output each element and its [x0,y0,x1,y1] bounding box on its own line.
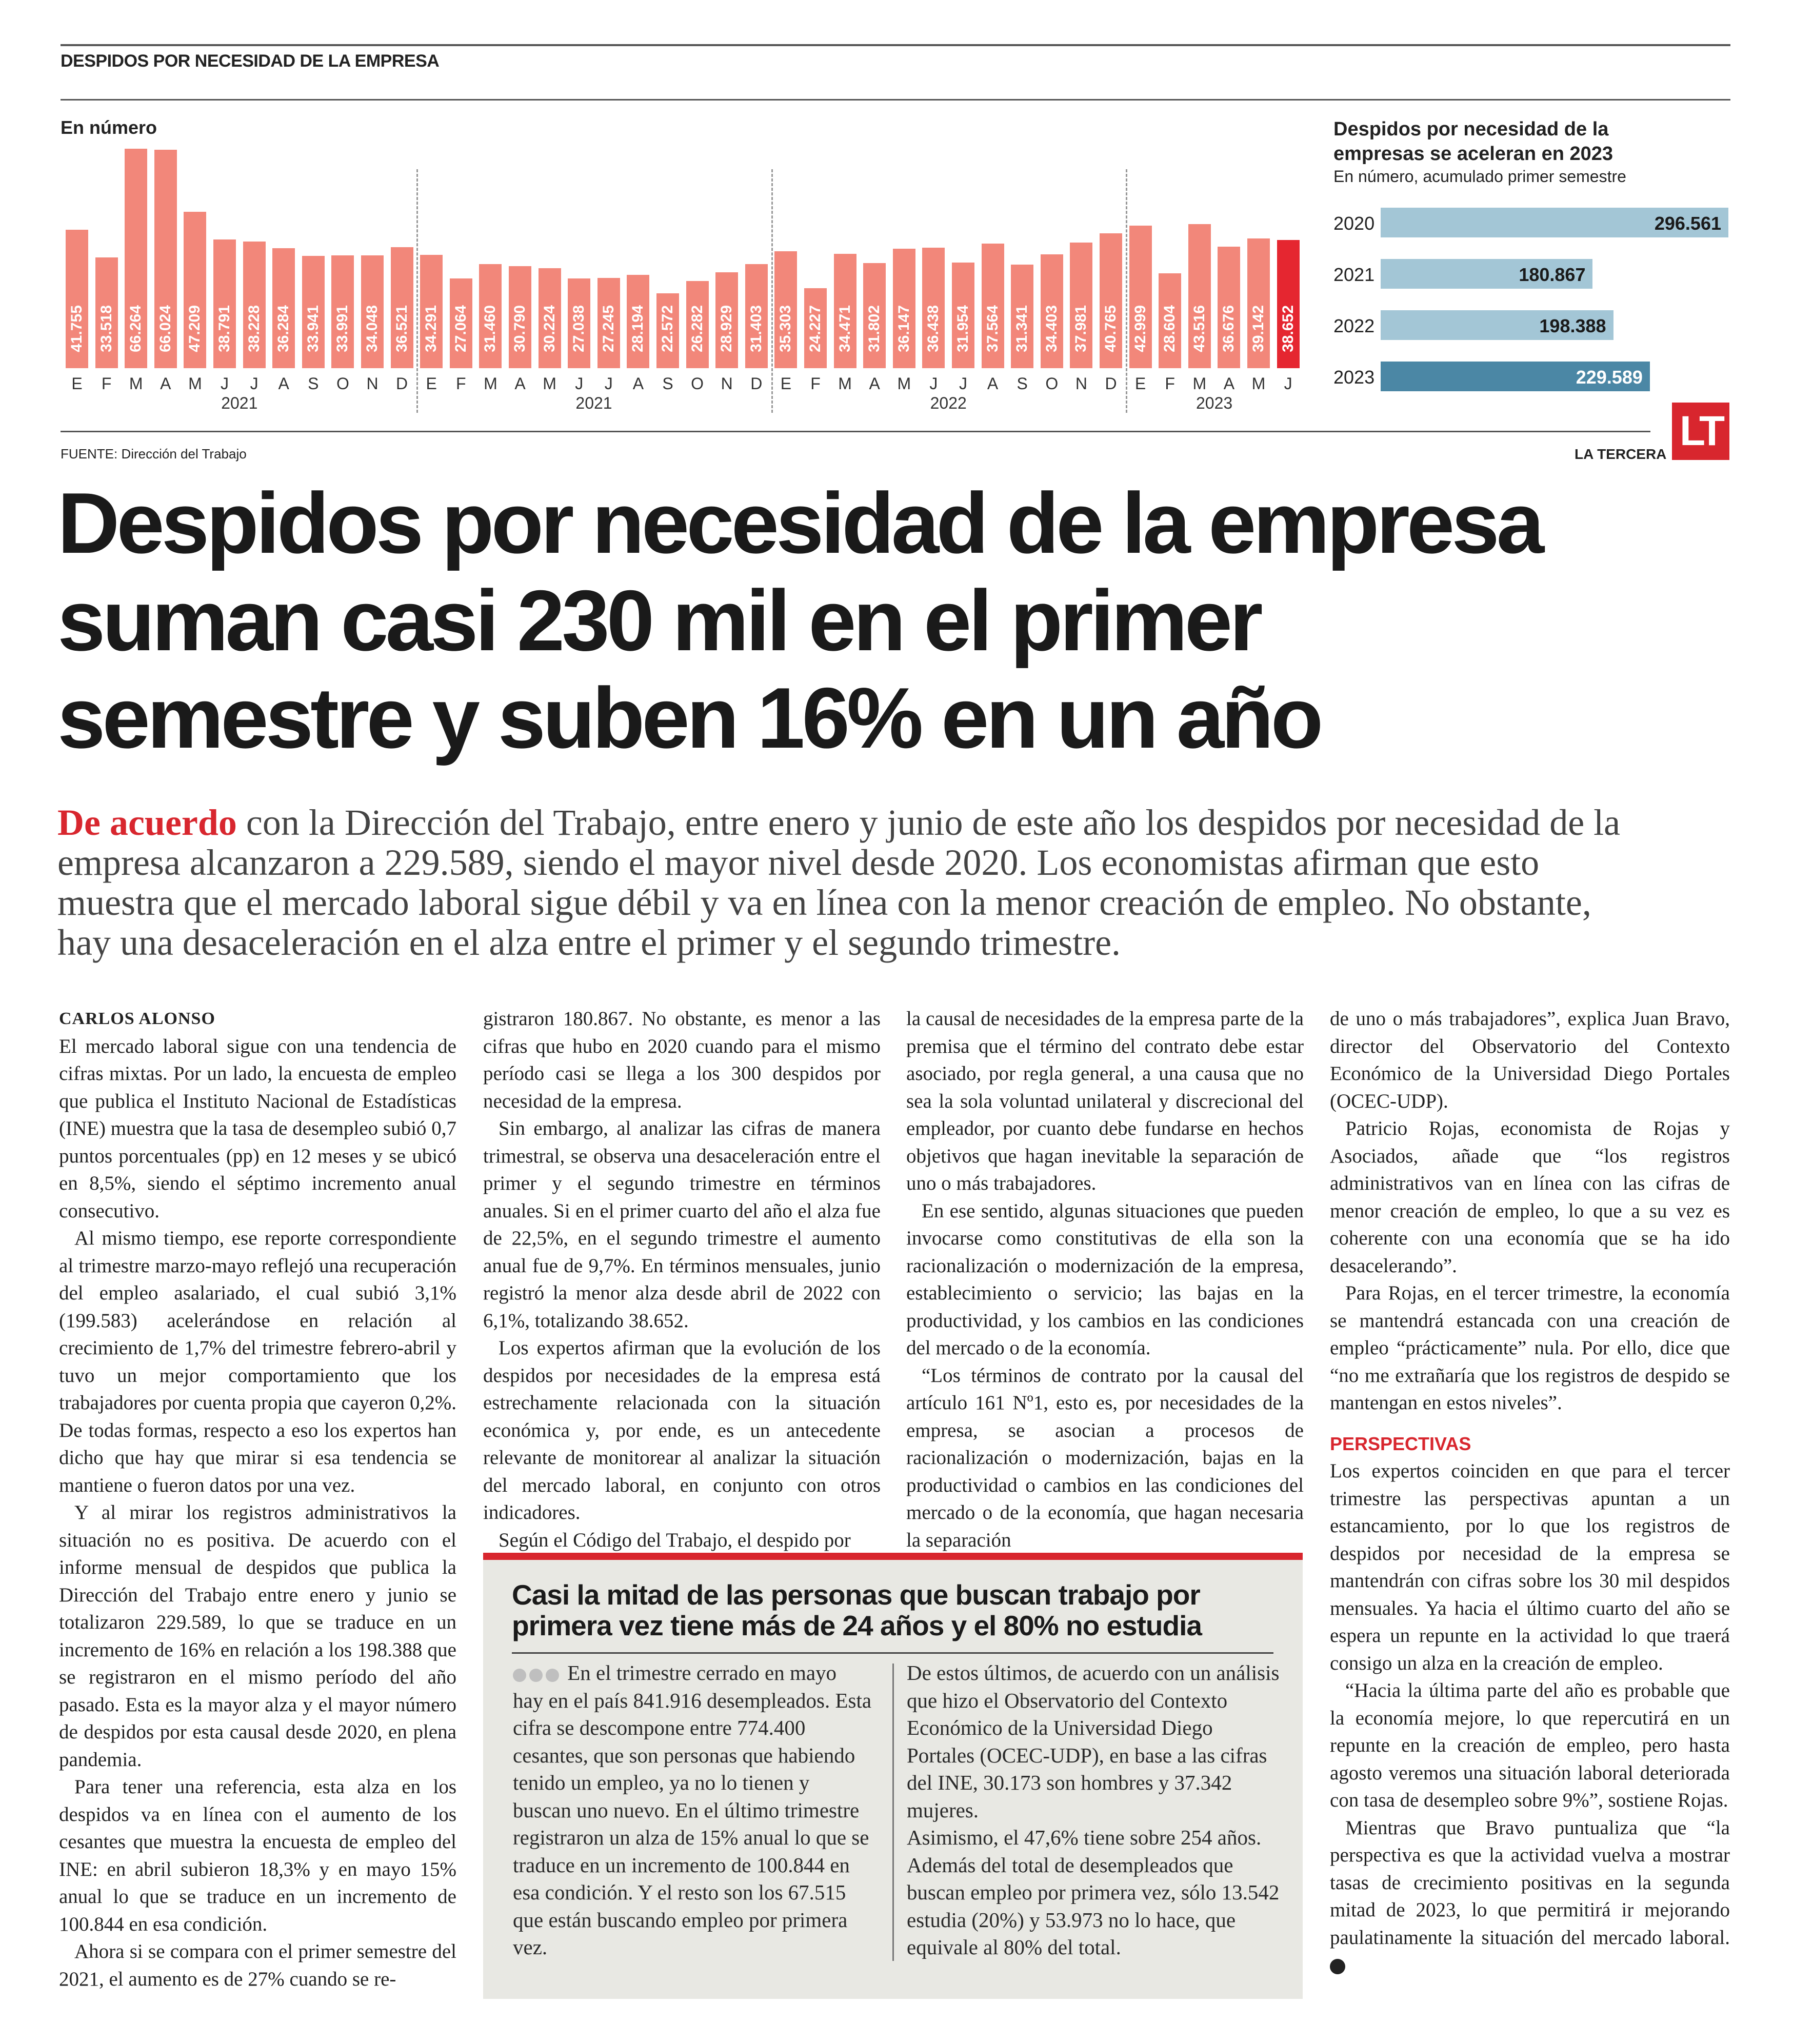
box-column-left [513,1659,872,1961]
section-label: DESPIDOS POR NECESIDAD DE LA EMPRESA [61,51,440,71]
bar-value-label: 36.676 [1220,305,1238,352]
side-chart-subtitle: En número, acumulado primer semestre [1333,167,1626,186]
bar-value-label: 42.999 [1131,305,1149,352]
month-tick-label: S [1017,374,1028,393]
lede-lead: De acuerdo [57,802,237,843]
month-tick-label: A [160,374,171,393]
bar-value-label: 36.284 [275,305,292,352]
paragraph: gistraron 180.867. No obstante, es menor a las cifras que hubo en 2020 cuando para el mismo período casi se llega a los 300 despidos por necesidad de la empresa. [483,1008,881,1112]
lede-line: empresa alcanzaron a 229.589, siendo el mayor nivel desde 2020. Los economistas afirman que esto [57,842,1540,883]
paragraph: Los expertos afirman que la evolución de los despidos por necesidades de la empresa está estrechamente relacionada con la situación económica y, por ende, es un antecedente relevante de monitorear al analizar la situación del mercado laboral, en conjunto con otros indicadores. [483,1337,881,1524]
bar-value-label: 31.460 [482,305,499,352]
bar-value-label: 38.791 [216,305,233,352]
month-tick-label: M [1251,374,1266,393]
month-tick-label: F [810,374,821,393]
bar-value-label: 43.516 [1190,305,1208,352]
bar-value-label: 30.790 [511,305,528,352]
bar-value-label: 37.564 [984,305,1001,352]
bar-value-label: 33.991 [334,305,351,352]
year-label: 2021 [221,394,258,412]
sidebar-box-rule [512,1652,1273,1654]
lede-line: hay una desaceleración en el alza entre el primer y el segundo trimestre. [57,922,1121,963]
article-column-3 [906,1005,1304,1554]
paragraph: Para Rojas, en el tercer trimestre, la economía se mantendrá estancada con una creación de empleo “prácticamente” nula. Por ello, dice que “no me extrañaría que los registros de despido se mantengan en estos niveles”. [1330,1282,1730,1414]
month-tick-label: D [1105,374,1117,393]
bar-value-label: 28.929 [718,305,735,352]
bar-value-label: 31.802 [866,305,883,352]
paragraph-text: Mientras que Bravo puntualiza que “la perspectiva es que la actividad vuelva a mostrar tasas de crecimiento positivas en la segunda mitad de 2023, lo que permitirá ir mejorando paulatinamente la situación del mercado laboral. [1330,1816,1730,1949]
source-note: FUENTE: Dirección del Trabajo [61,446,247,462]
month-tick-label: F [456,374,466,393]
bar-value-label: 33.941 [304,305,322,352]
month-tick-label: J [959,374,967,393]
month-tick-label: M [129,374,143,393]
headline-line: Despidos por necesidad de la empresa [57,475,1542,571]
month-tick-label: D [750,374,763,393]
box-paragraph: Asimismo, el 47,6% tiene sobre 254 años. Además del total de desempleados que buscan empleo por primera vez, sólo 13.542 estudia (20%) y 53.973 no lo hace, que equivale al 80% del total. [907,1826,1280,1959]
box-paragraph: En el trimestre cerrado en mayo hay en el país 841.916 desempleados. Esta cifra se descompone entre 774.400 cesantes, que son personas que habiendo tenido un empleo, ya no lo tienen y buscan uno nuevo. En el último trimestre registraron un alza de 15% anual lo que se traduce en un incremento de 100.844 en esa condición. Y el resto son los 67.515 que están buscando empleo por primera vez. [513,1661,872,1959]
bar-value-label: 34.048 [364,305,381,352]
article-column-4 [1330,1005,1730,1979]
bar-value-label: 34.291 [423,305,440,352]
brand-name: LA TERCERA [1575,446,1667,462]
sidebar-box-divider [892,1664,894,1961]
month-tick-label: E [71,374,83,393]
hbar-value-label: 296.561 [1654,213,1721,234]
bar-value-label: 47.209 [186,305,204,352]
month-tick-label: A [514,374,526,393]
sidebar-box-top-bar [483,1553,1303,1560]
hbar-year-label: 2022 [1333,315,1375,336]
paragraph: Patricio Rojas, economista de Rojas y Asociados, añade que “los registros administrativos van en línea con las cifras de menor creación de empleo, lo que a su vez es coherente con una economía que se ha ido desacelerando”. [1330,1117,1730,1277]
bar-value-label: 41.755 [68,305,85,352]
hbar-value-label: 198.388 [1539,315,1606,336]
month-tick-label: A [869,374,880,393]
side-chart-title: Despidos por necesidad de la empresas se aceleran en 2023 [1333,118,1613,165]
bar-value-label: 38.652 [1279,305,1297,352]
bar-value-label: 30.224 [541,305,558,352]
bar-value-label: 39.142 [1250,305,1267,352]
month-tick-label: D [396,374,408,393]
chart-bottom-rule [61,431,1650,432]
article-column-1 [59,1005,456,1993]
paragraph: “Hacia la última parte del año es probable que la economía mejore, lo que repercutirá en un repunte en la creación de empleo, pero hasta agosto veremos una situación laboral deteriorada con tasa de desempleo sobre 9%”, sostiene Rojas. [1330,1679,1730,1811]
bar-value-label: 38.228 [245,305,263,352]
headline-line: suman casi 230 mil en el primer [57,572,1260,669]
lede-line: con la Dirección del Trabajo, entre enero y junio de este año los despidos por necesidad de la [236,802,1621,843]
month-tick-label: J [604,374,613,393]
month-tick-label: F [1165,374,1175,393]
bar-value-label: 66.264 [127,305,145,352]
month-tick-label: N [1075,374,1087,393]
month-tick-label: J [1284,374,1292,393]
article-column-2 [483,1005,881,1554]
month-tick-label: E [1134,374,1146,393]
bar-value-label: 35.303 [777,305,794,352]
month-tick-label: A [987,374,999,393]
bar-value-label: 27.038 [570,305,588,352]
bar-value-label: 24.227 [807,305,824,352]
month-tick-label: A [632,374,644,393]
bar-value-label: 34.471 [836,305,853,352]
paragraph: de uno o más trabajadores”, explica Juan Bravo, director del Observatorio del Contexto Económico de la Universidad Diego Portales (OCEC-UDP). [1330,1008,1730,1112]
bar-value-label: 37.981 [1072,305,1090,352]
paragraph: El mercado laboral sigue con una tendencia de cifras mixtas. Por un lado, la encuesta de empleo que publica el Instituto Nacional de Estadísticas (INE) muestra que la tasa de desempleo subió 0,7 puntos porcentuales (pp) en 12 meses y se ubicó en 8,5%, siendo el séptimo incremento anual consecutivo. [59,1035,456,1222]
month-tick-label: F [101,374,112,393]
box-paragraph: De estos últimos, de acuerdo con un análisis que hizo el Observatorio del Contexto Económico de la Universidad Diego Portales (OCEC-UDP), en base a las cifras del INE, 30.173 son hombres y 37.342 mujeres. [907,1661,1280,1822]
bar-value-label: 22.572 [659,305,676,352]
bar-value-label: 33.518 [97,305,115,352]
bar-value-label: 36.521 [393,305,410,352]
hbar [1381,208,1728,237]
paragraph: Según el Código del Trabajo, el despido por [499,1529,851,1551]
la-tercera-logo: LT [1672,403,1729,460]
month-tick-label: E [780,374,792,393]
bar-value-label: 28.194 [629,305,647,352]
semester-bar-chart [0,0,1793,410]
chart-ylabel: En número [61,117,157,138]
bullet-dots-icon [513,1659,562,1687]
hbar-year-label: 2021 [1333,264,1375,285]
month-tick-label: M [188,374,202,393]
hbar [1381,362,1650,391]
month-tick-label: S [308,374,319,393]
bar-value-label: 40.765 [1102,305,1119,352]
bar-value-label: 28.604 [1161,305,1179,352]
month-tick-label: N [366,374,378,393]
subhead: PERSPECTIVAS [1330,1433,1471,1454]
sidebar-box-title [512,1579,1281,1641]
paragraph: Al mismo tiempo, ese reporte correspondiente al trimestre marzo-mayo reflejó una recuperación del empleo asalariado, el cual subió 3,1% (199.583) acelerándose en relación al crecimiento de 1,7% del trimestre febrero-abril y tuvo un mejor comportamiento que los trabajadores por cuenta propia que cayeron 0,2%. De todas formas, respecto a eso los expertos han dicho que hay que mirar si esa tendencia se mantiene o fueron datos por una vez. [59,1227,456,1496]
paragraph: “Los términos de contrato por la causal del artículo 161 Nº1, esto es, por necesidades de la empresa, se asocian a procesos de racionalización o modernización, bajas en la productividad o cambios en las condiciones del mercado o de la economía, que hagan necesaria la separación [906,1364,1304,1551]
hbar-year-label: 2023 [1333,367,1375,388]
month-tick-label: O [691,374,704,393]
paragraph: la causal de necesidades de la empresa parte de la premisa que el término del contrato debe estar asociado, por regla general, a una causa que no sea la sola voluntad unilateral y discrecional del empleador, por cuanto debe fundarse en hechos objetivos que hagan inevitable la separación de uno o más trabajadores. [906,1008,1304,1194]
bar-value-label: 36.147 [895,305,912,352]
month-tick-label: M [484,374,497,393]
box-column-right [907,1659,1281,1961]
paragraph: En ese sentido, algunas situaciones que pueden invocarse como constitutivas de ella son la racionalización o modernización de la empresa, establecimiento o servicio; las bajas en la productividad, y los cambios en las condiciones del mercado o de la economía. [906,1199,1304,1359]
month-tick-label: N [721,374,733,393]
month-tick-label: A [1223,374,1235,393]
month-tick-label: M [838,374,852,393]
bar-value-label: 36.438 [925,305,942,352]
month-tick-label: S [662,374,673,393]
month-tick-label: J [575,374,584,393]
hbar-value-label: 229.589 [1576,367,1643,388]
box-title-line: Casi la mitad de las personas que buscan trabajo por [512,1579,1200,1611]
hbar-value-label: 180.867 [1519,264,1586,285]
bar-value-label: 31.403 [747,305,765,352]
hbar-year-label: 2020 [1333,213,1375,234]
box-title-line: primera vez tiene más de 24 años y el 80% no estudia [512,1610,1202,1641]
bar-value-label: 27.245 [600,305,617,352]
byline: CARLOS ALONSO [59,1009,215,1028]
end-mark-icon: ● [1330,1959,1345,1974]
headline-line: semestre y suben 16% en un año [57,670,1321,766]
paragraph [1330,1814,1730,1979]
paragraph: Los expertos coinciden en que para el tercer trimestre las perspectivas apuntan a un estancamiento, por lo que los registros de despidos por necesidad de la empresa se mantendrán con cifras sobre los 30 mil despidos mensuales. Ya hacia el último cuarto del año se espera un repunte en la actividad lo que traerá consigo un alza en la creación de empleo. [1330,1460,1730,1674]
month-tick-label: M [897,374,911,393]
month-tick-label: M [1192,374,1207,393]
month-tick-label: O [1045,374,1059,393]
year-label: 2022 [930,394,967,412]
month-tick-label: M [543,374,556,393]
hbar [1381,259,1592,289]
bar-value-label: 31.954 [954,305,971,352]
paragraph: Sin embargo, al analizar las cifras de manera trimestral, se observa una desaceleración entre el primer y el segundo trimestre en términos anuales. Si en el primer cuarto del año el alza fue de 22,5%, en el segundo trimestre el aumento anual fue de 9,7%. En términos mensuales, junio registró la menor alza desde abril de 2022 con 6,1%, totalizando 38.652. [483,1117,881,1332]
bar-value-label: 31.341 [1013,305,1031,352]
month-tick-label: A [278,374,289,393]
lede-line: muestra que el mercado laboral sigue débil y va en línea con la menor creación de empleo. No obstante, [57,882,1591,923]
year-label: 2023 [1196,394,1233,412]
paragraph: Para tener una referencia, esta alza en los despidos va en línea con el aumento de los cesantes que muestra la encuesta de empleo del INE: en abril subieron 18,3% y en mayo 15% anual lo que se traduce en un incremento de 100.844 en esa condición. [59,1776,456,1935]
month-tick-label: J [929,374,938,393]
paragraph: Y al mirar los registros administrativos la situación no es positiva. De acuerdo con el informe mensual de despidos que publica la Dirección del Trabajo entre enero y junio se totalizaron 229.589, lo que se traduce en un incremento de 16% en relación a los 198.388 que se registraron en el mismo período del año pasado. Esta es la mayor alza y el mayor número de despidos por esta causal desde 2020, en plena pandemia. [59,1501,456,1771]
month-tick-label: E [426,374,437,393]
headline [57,474,1750,767]
lede [57,803,1745,963]
month-tick-label: J [221,374,229,393]
month-tick-label: O [336,374,349,393]
month-tick-label: J [250,374,258,393]
hbar [1381,310,1613,340]
bar-value-label: 66.024 [156,305,174,352]
bar-value-label: 34.403 [1043,305,1060,352]
bar-value-label: 26.282 [688,305,706,352]
bar-value-label: 27.064 [452,305,469,352]
paragraph: Ahora si se compara con el primer semestre del 2021, el aumento es de 27% cuando se re- [59,1940,456,1990]
year-label: 2021 [575,394,612,412]
